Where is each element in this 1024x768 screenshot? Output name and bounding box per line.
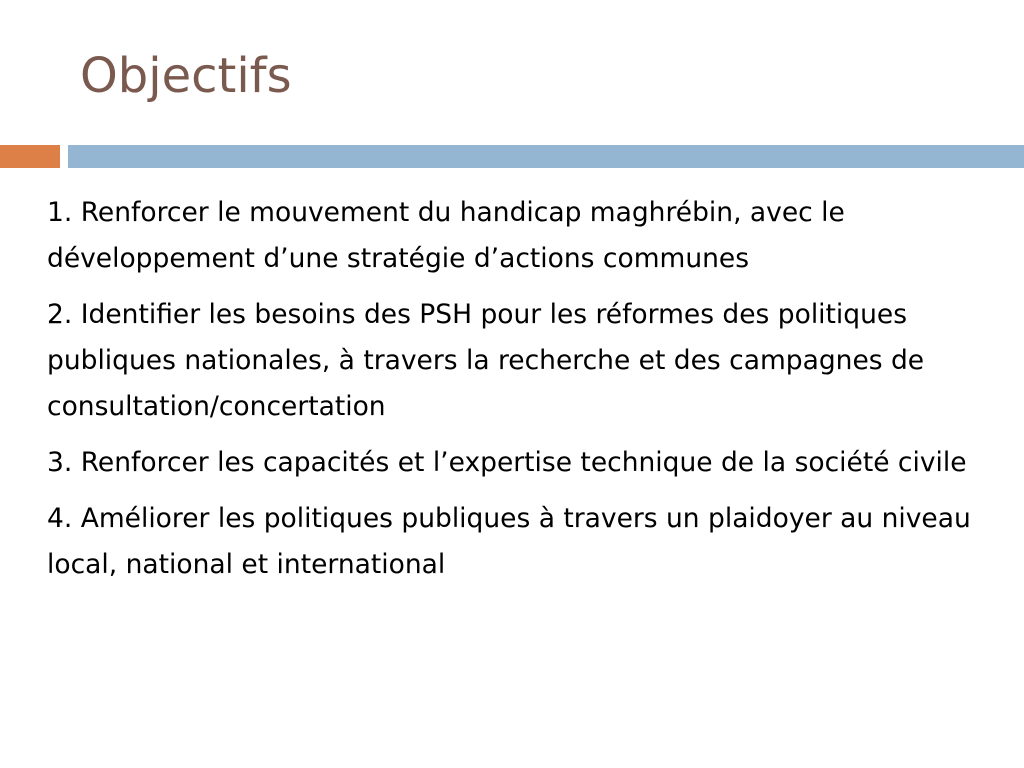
objectives-list — [47, 190, 987, 598]
objective-item-2: 2. Identifier les besoins des PSH pour les réformes des politiques publiques nationales, à travers la recherche et des campagnes de consultation/concertation — [47, 299, 925, 422]
objective-item-1: 1. Renforcer le mouvement du handicap maghrébin, avec le développement d’une stratégie d’actions communes — [47, 197, 845, 274]
slide-title: Objectifs — [80, 48, 292, 104]
accent-bar — [0, 145, 60, 168]
objective-item-3: 3. Renforcer les capacités et l’expertise technique de la société civile — [47, 447, 967, 478]
objective-item-4: 4. Améliorer les politiques publiques à travers un plaidoyer au niveau local, national et international — [47, 503, 971, 580]
title-underline-bar — [68, 145, 1024, 168]
